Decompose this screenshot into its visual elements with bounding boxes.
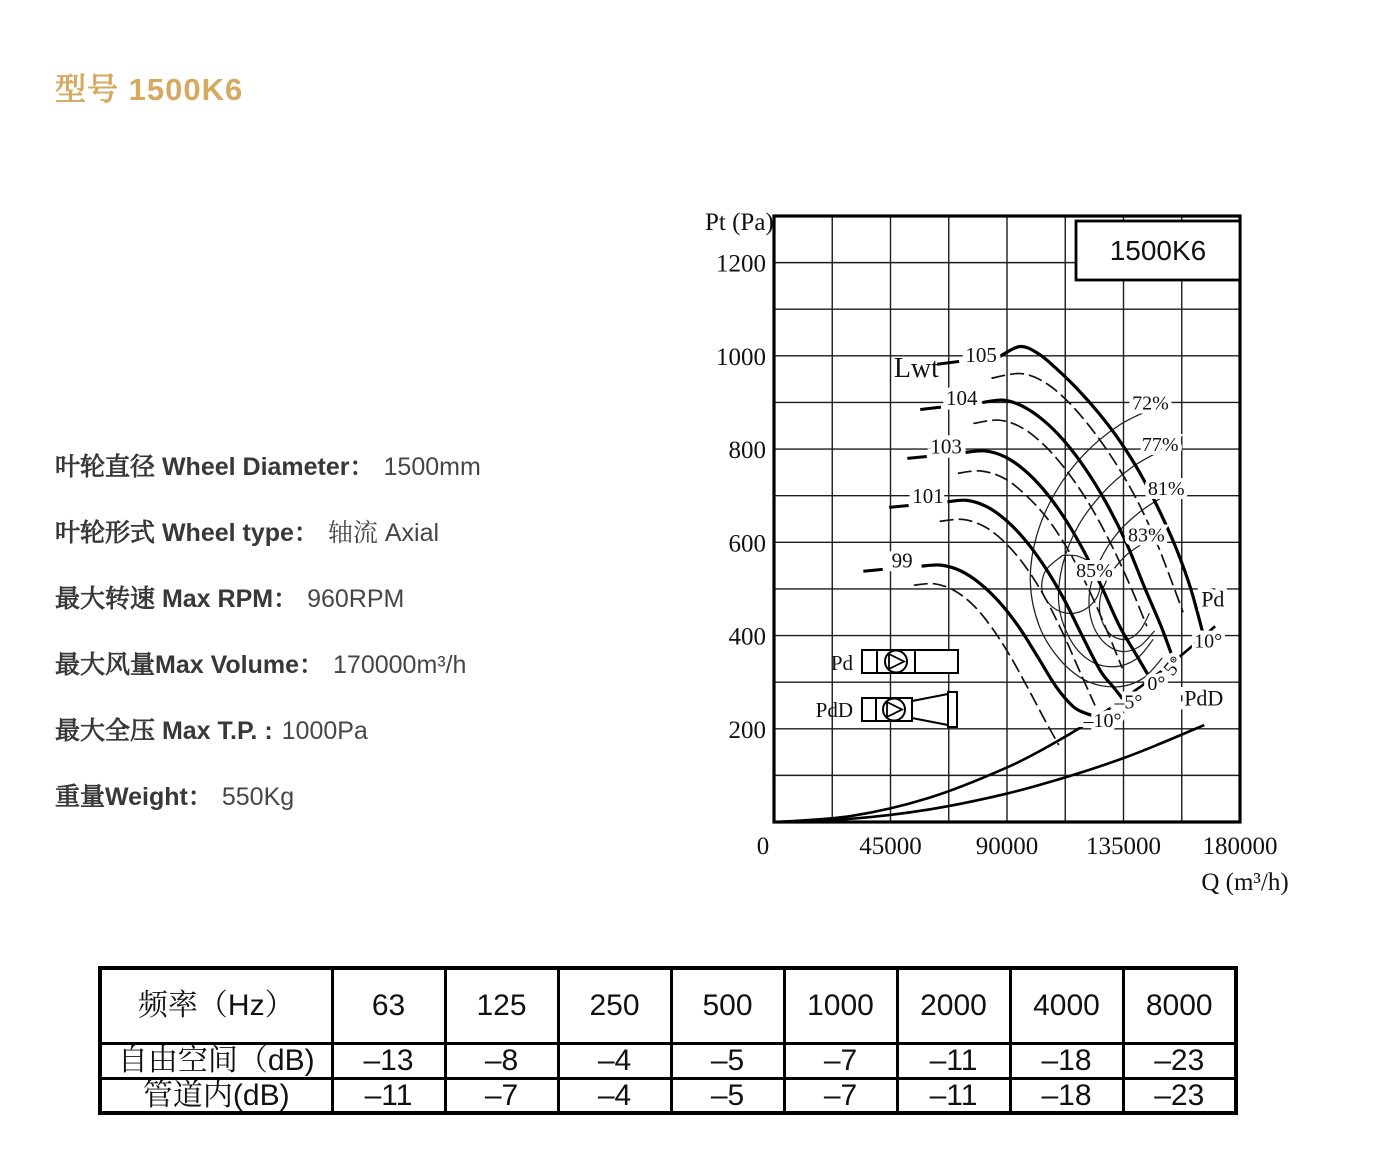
- spec-value: 960RPM: [307, 585, 405, 613]
- legend-pd-label: Pd: [830, 651, 853, 675]
- x-tick-label: 135000: [1086, 833, 1161, 860]
- pd-label: Pd: [1201, 586, 1225, 612]
- x-axis-title: Q (m³/h): [1201, 869, 1289, 896]
- spec-value: 170000m³/h: [333, 651, 467, 679]
- spec-label: 叶轮直径 Wheel Diameter：: [55, 453, 375, 481]
- x-tick-label: 90000: [975, 833, 1039, 860]
- y-axis-title: Pt (Pa): [705, 209, 774, 236]
- efficiency-label: 85%: [1076, 559, 1113, 582]
- table-cell: –23: [1123, 1044, 1236, 1079]
- table-header-cell: 2000: [897, 968, 1010, 1044]
- y-tick-label: 200: [728, 716, 766, 744]
- fan-curve-stub-99: [863, 569, 882, 571]
- table-cell: –4: [558, 1044, 671, 1079]
- fan-curve-101: [947, 500, 1123, 700]
- table-row-label: 管道内(dB): [100, 1078, 332, 1113]
- lwt-value-label: 105: [965, 342, 997, 367]
- lwt-value-label: 99: [891, 548, 913, 573]
- spec-value: 轴流 Axial: [327, 519, 440, 547]
- table-header-cell: 250: [558, 968, 671, 1044]
- table-row: [100, 1044, 1236, 1079]
- fan-curve-stub-104: [920, 407, 941, 409]
- page-title: 型号 1500K6: [55, 72, 244, 107]
- table-cell: –11: [897, 1078, 1010, 1113]
- spec-label: 最大转速 Max RPM：: [55, 585, 299, 613]
- chart-title: 1500K6: [1109, 235, 1207, 266]
- lwt-label: Lwt: [893, 352, 939, 384]
- blade-angle-label: –5°: [1114, 691, 1143, 714]
- x-tick-label: 0: [756, 833, 770, 860]
- y-tick-label: 1000: [716, 343, 766, 371]
- table-row: [100, 1078, 1236, 1113]
- blade-angle-label: 5°: [1159, 652, 1188, 681]
- table-header-cell: 频率（Hz）: [100, 968, 332, 1044]
- table-cell: –7: [784, 1044, 897, 1079]
- efficiency-label: 72%: [1132, 392, 1169, 415]
- table-cell: –18: [1010, 1078, 1123, 1113]
- lwt-value-label: 103: [930, 434, 962, 459]
- table-row-label: 自由空间（dB): [100, 1044, 332, 1079]
- table-cell: –23: [1123, 1078, 1236, 1113]
- table-header-row: [100, 968, 1236, 1044]
- y-tick-label: 600: [728, 530, 766, 558]
- blade-angle-label: 0°: [1147, 673, 1166, 696]
- table-header-cell: 63: [332, 968, 445, 1044]
- spec-label: 叶轮形式 Wheel type：: [55, 519, 319, 547]
- noise-spectrum-table: [98, 966, 1238, 1115]
- table-header-cell: 4000: [1010, 968, 1123, 1044]
- table-cell: –11: [897, 1044, 1010, 1079]
- lwt-value-label: 101: [912, 484, 944, 509]
- diffuser-icon: [912, 694, 948, 725]
- table-cell: –18: [1010, 1044, 1123, 1079]
- table-cell: –13: [332, 1044, 445, 1079]
- table-cell: –8: [445, 1044, 558, 1079]
- efficiency-label: 83%: [1127, 524, 1165, 547]
- table-cell: –5: [671, 1044, 784, 1079]
- y-tick-label: 400: [728, 623, 766, 651]
- spec-value: 1500mm: [383, 453, 481, 481]
- fan-curve-stub-103: [907, 457, 926, 459]
- table-cell: –7: [445, 1078, 558, 1113]
- y-tick-label: 800: [728, 437, 766, 465]
- table-cell: –4: [558, 1078, 671, 1113]
- table-header-cell: 500: [671, 968, 784, 1044]
- spec-label: 最大全压 Max T.P. :: [55, 717, 273, 745]
- x-tick-label: 45000: [859, 833, 922, 860]
- spec-label: 最大风量Max Volume：: [55, 651, 325, 679]
- x-tick-label: 180000: [1202, 833, 1278, 860]
- table-header-cell: 1000: [784, 968, 897, 1044]
- table-cell: –5: [671, 1078, 784, 1113]
- efficiency-label: 81%: [1147, 477, 1185, 500]
- efficiency-label: 77%: [1141, 433, 1179, 456]
- table-cell: –11: [332, 1078, 445, 1113]
- pdd-label: PdD: [1184, 685, 1224, 711]
- table-header-cell: 125: [445, 968, 558, 1044]
- spec-value: 550Kg: [221, 783, 295, 811]
- table-header-cell: 8000: [1123, 968, 1236, 1044]
- lwt-value-label: 104: [945, 385, 978, 410]
- blade-angle-label: –10°: [1083, 709, 1122, 732]
- efficiency-contour: [1100, 541, 1150, 639]
- diffuser-icon: [948, 692, 957, 727]
- fan-curve-stub-105: [937, 361, 959, 364]
- blade-angle-label: 10°: [1194, 630, 1223, 653]
- legend-pdd-label: PdD: [815, 698, 853, 722]
- spec-label: 重量Weight：: [55, 783, 213, 811]
- y-tick-label: 1200: [716, 250, 766, 278]
- fan-curve-stub-101: [889, 505, 908, 507]
- spec-value: 1000Pa: [281, 717, 368, 745]
- table-cell: –7: [784, 1078, 897, 1113]
